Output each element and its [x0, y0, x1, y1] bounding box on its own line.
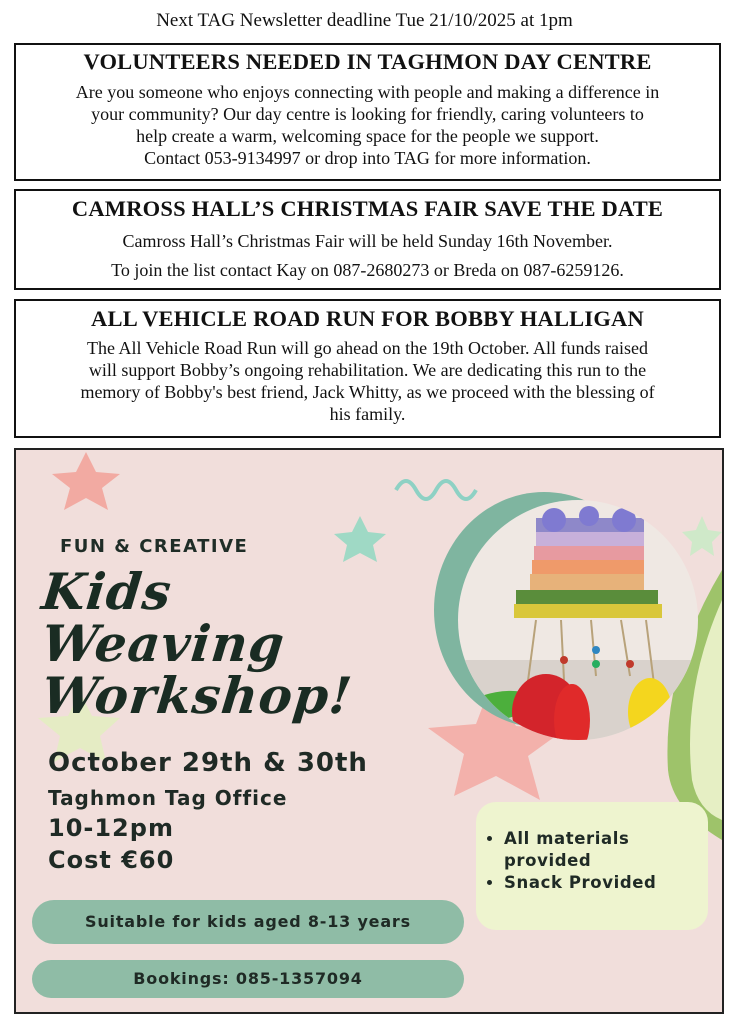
pink-star-icon: [52, 452, 120, 510]
flyer-bullet-snack: • Snack Provided: [504, 872, 702, 894]
flyer-info-box: [476, 802, 708, 930]
road-run-line-2: will support Bobby’s ongoing rehabilitation. We are dedicating this run to the: [88, 360, 647, 380]
teal-star-icon: [334, 516, 386, 562]
road-run-line-3: memory of Bobby's best friend, Jack Whitty, as we proceed with the blessing of: [80, 382, 655, 402]
flyer-bullet-list: [486, 828, 702, 894]
flyer-venue: Taghmon Tag Office: [48, 786, 288, 810]
road-run-title: ALL VEHICLE ROAD RUN FOR BOBBY HALLIGAN: [91, 306, 644, 331]
flyer-title-line-1: Kids: [38, 562, 175, 621]
camross-notice: [14, 189, 721, 290]
flyer-cost: Cost €60: [48, 846, 175, 874]
road-run-line-1: The All Vehicle Road Run will go ahead on the 19th October. All funds raised: [86, 338, 649, 358]
flyer-tagline: FUN & CREATIVE: [60, 536, 249, 557]
bookings-pill: Bookings: 085-1357094: [32, 960, 464, 998]
road-run-notice: [14, 299, 721, 438]
flyer-dates: October 29th & 30th: [48, 748, 368, 778]
volunteers-notice: [14, 43, 721, 181]
suitable-age-pill: Suitable for kids aged 8-13 years: [32, 900, 464, 944]
camross-line-2: To join the list contact Kay on 087-2680273 or Breda on 087-6259126.: [111, 260, 624, 280]
road-run-line-4: his family.: [329, 404, 406, 424]
flyer-bullet-materials: • All materials provided: [504, 828, 702, 872]
flyer-title-line-2: Weaving: [38, 614, 288, 673]
volunteers-line-3: help create a warm, welcoming space for the people we support.: [136, 126, 599, 146]
newsletter-deadline: Next TAG Newsletter deadline Tue 21/10/2025 at 1pm: [156, 10, 573, 31]
weaving-workshop-flyer: [14, 448, 724, 1014]
volunteers-line-1: Are you someone who enjoys connecting with people and making a difference in: [75, 82, 660, 102]
flyer-title: [38, 562, 356, 725]
camross-line-1: Camross Hall’s Christmas Fair will be held Sunday 16th November.: [122, 231, 613, 251]
volunteers-line-4: Contact 053-9134997 or drop into TAG for more information.: [144, 148, 591, 168]
squiggle-decoration: [396, 481, 476, 499]
faint-star-icon: [682, 516, 722, 556]
volunteers-line-2: your community? Our day centre is looking for friendly, caring volunteers to: [91, 104, 644, 124]
flyer-time: 10-12pm: [48, 814, 174, 842]
camross-title: CAMROSS HALL’S CHRISTMAS FAIR SAVE THE DATE: [71, 196, 664, 221]
flyer-title-line-3: Workshop!: [38, 666, 356, 725]
volunteers-title: VOLUNTEERS NEEDED IN TAGHMON DAY CENTRE: [83, 49, 652, 74]
